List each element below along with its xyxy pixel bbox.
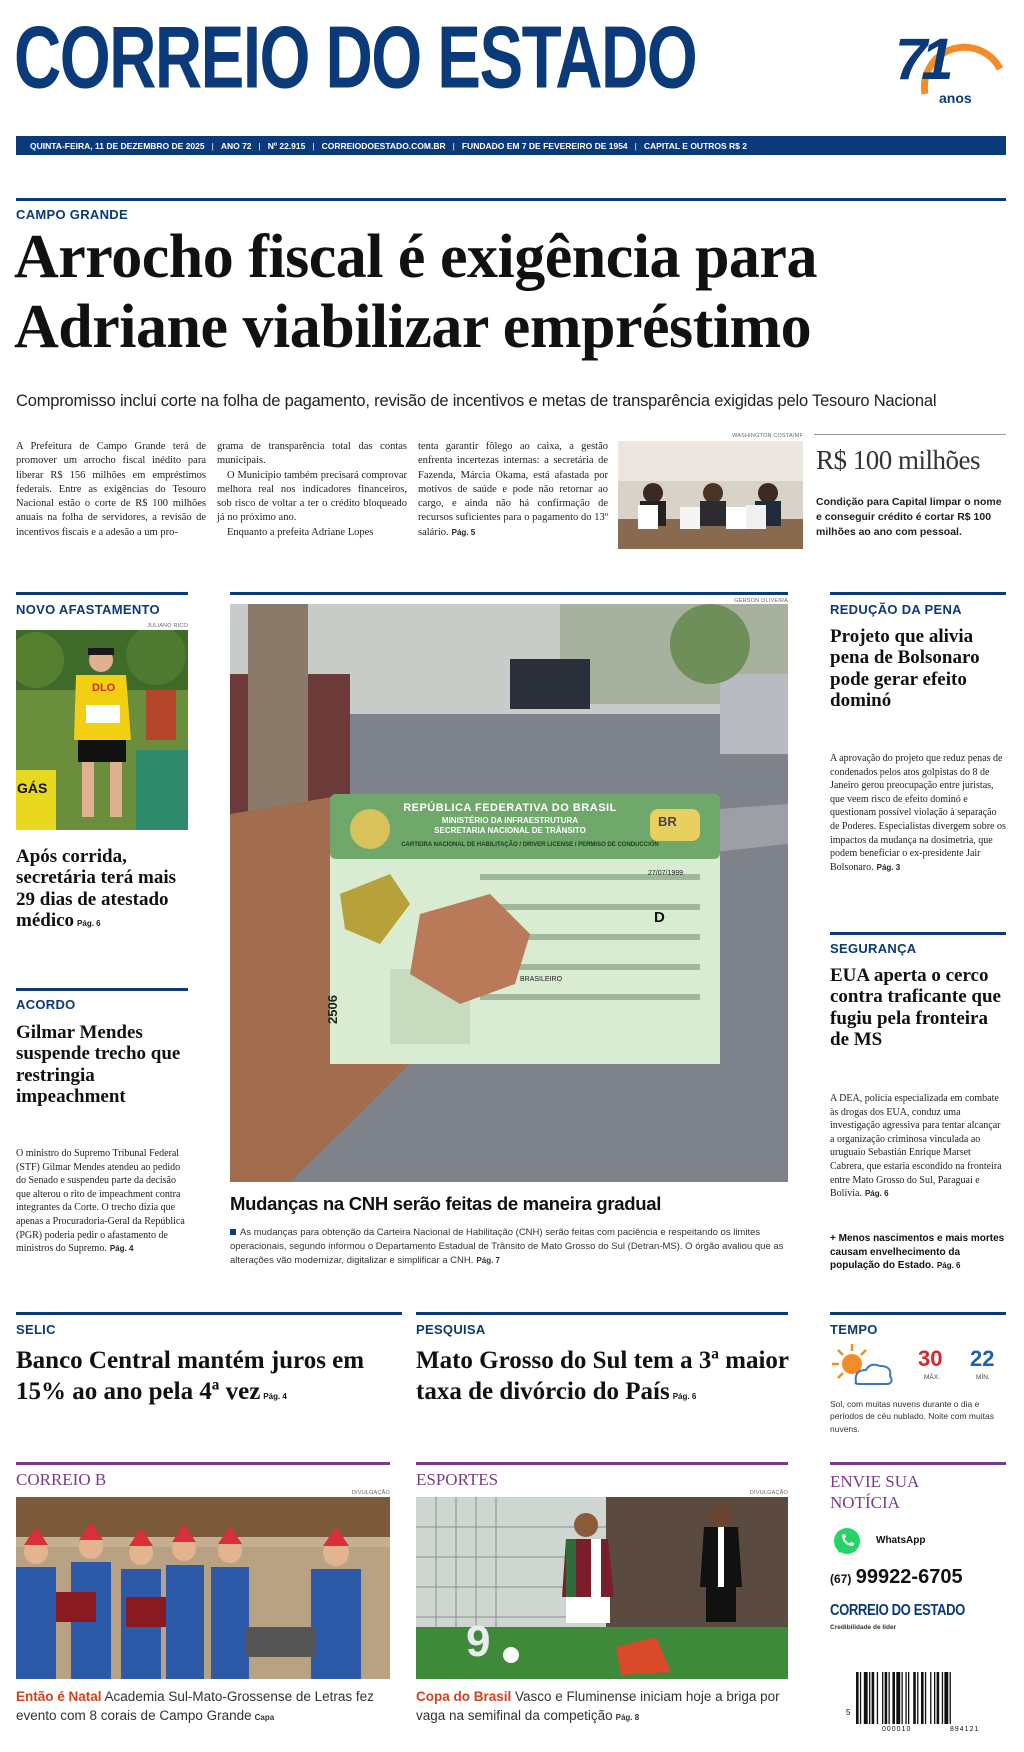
barcode-bar (864, 1672, 868, 1724)
cnh-card-country: BRASILEIRO (520, 976, 563, 983)
contact-brand: CORREIO DO ESTADO (830, 1602, 965, 1619)
right1-body-text: A aprovação do projeto que reduz penas de condenados pelos atos golpistas do 8 de Janeiro gerou preocupação entre juristas, que veem risco de efeito dominó e questionam possível violação à separação de Poderes. Especialistas divergem sobre os impactos da mudança na dosimetria, que podem beneficiar o ex-presidente Jair Bolsonaro. (830, 753, 1006, 873)
left1-page[interactable]: Pág. 6 (77, 919, 101, 929)
barcode-bar (934, 1672, 935, 1724)
selic-kicker: SELIC (16, 1322, 56, 1337)
barcode-bar (917, 1672, 918, 1724)
lead-col2-c: Enquanto a prefeita Adriane Lopes (227, 526, 374, 538)
square-bullet-icon (230, 1229, 236, 1235)
anniversary-number: 71 (895, 27, 948, 92)
right2-extra[interactable] (830, 1232, 1006, 1273)
center-photo (230, 604, 788, 1182)
barcode (846, 1672, 1006, 1746)
contact-title-line1: ENVIE SUA (830, 1472, 920, 1491)
correio-b-photo (16, 1497, 390, 1679)
barcode-bar (872, 1672, 875, 1724)
left1-rule (16, 592, 188, 595)
correio-b-caption-lead: Então é Natal (16, 1689, 102, 1704)
info-sep: | (452, 140, 455, 151)
weather-max-label: MÁX. (924, 1374, 940, 1381)
lead-stat-text: Condição para Capital limpar o nome e conseguir crédito é cortar R$ 100 milhões ao ano com pessoal. (816, 496, 1002, 539)
lead-headline-line1: Arrocho fiscal é exigência para (14, 223, 817, 291)
contact-phone-number: 99922-6705 (855, 1566, 963, 1588)
barcode-icon (856, 1672, 1004, 1724)
correio-b-caption-text: Academia Sul-Mato-Grossense de Letras fez evento com 8 corais de Campo Grande (16, 1689, 374, 1723)
right1-kicker: REDUÇÃO DA PENA (830, 602, 962, 617)
weather-text: Sol, com muitas nuvens durante o dia e períodos de céu nublado. Noite com muitas nuvens. (830, 1399, 994, 1434)
barcode-bar (908, 1672, 909, 1724)
contact-title[interactable] (830, 1472, 919, 1513)
selic-rule (16, 1312, 402, 1315)
cnh-card-line2: MINISTÉRIO DA INFRAESTRUTURA (441, 816, 579, 825)
esportes-rule (416, 1462, 788, 1465)
barcode-mid: 000010 (882, 1726, 912, 1733)
barcode-bar (944, 1672, 948, 1724)
left2-body (16, 1147, 191, 1256)
right2-rule (830, 932, 1006, 935)
right1-page[interactable]: Pág. 3 (876, 862, 901, 872)
lead-photo (618, 441, 803, 549)
lead-stat-value: R$ 100 milhões (816, 445, 981, 475)
cnh-card-line1: REPÚBLICA FEDERATIVA DO BRASIL (403, 802, 617, 814)
right2-page[interactable]: Pág. 6 (864, 1189, 889, 1199)
barcode-bar (930, 1672, 931, 1724)
contact-title-line2: NOTÍCIA (830, 1492, 900, 1512)
pesquisa-page[interactable]: Pág. 6 (672, 1391, 697, 1401)
lead-headline-line2: Adriane viabilizar empréstimo (14, 293, 812, 361)
barcode-bar (892, 1672, 895, 1724)
correio-b-kicker[interactable]: CORREIO B (16, 1470, 107, 1489)
cnh-card-br: BR (658, 814, 677, 829)
info-sep: | (258, 140, 261, 151)
pesquisa-headline[interactable] (416, 1346, 796, 1407)
correio-b-photo-credit: DIVULGAÇÃO (351, 1490, 390, 1496)
left1-photo-credit: JULIANO RICO (147, 623, 188, 629)
lead-headline[interactable] (14, 222, 1014, 362)
correio-b-page[interactable]: Capa (254, 1712, 275, 1722)
weather-max: 30 (918, 1346, 943, 1371)
whatsapp-label: WhatsApp (876, 1535, 926, 1546)
pesquisa-rule (416, 1312, 788, 1315)
esportes-photo (416, 1497, 788, 1679)
masthead-info-bar (16, 136, 1006, 155)
right2-body (830, 1092, 1006, 1201)
selic-headline[interactable] (16, 1346, 406, 1407)
center-rule (230, 592, 788, 595)
left1-photo-banner: GÁS (17, 780, 48, 796)
esportes-caption[interactable] (416, 1688, 796, 1726)
barcode-bar (921, 1672, 924, 1724)
lead-col3-page[interactable]: Pág. 5 (451, 527, 476, 537)
barcode-bar (950, 1672, 951, 1724)
center-body (230, 1226, 790, 1267)
cnh-card-date: 27/07/1999 (648, 870, 684, 877)
barcode-bar (925, 1672, 926, 1724)
contact-tagline: Credibilidade de líder (830, 1624, 897, 1631)
esportes-photo-jersey-number: 9 (466, 1617, 491, 1666)
cnh-card-line3: SECRETARIA NACIONAL DE TRÂNSITO (434, 826, 586, 835)
masthead-title: CORREIO DO ESTADO (14, 7, 697, 107)
esportes-page[interactable]: Pág. 8 (615, 1712, 640, 1722)
info-edition: Nº 22.915 (267, 140, 306, 151)
info-year: ANO 72 (220, 140, 252, 151)
barcode-right: 894121 (950, 1726, 980, 1733)
barcode-bar (913, 1672, 916, 1724)
lead-col3 (418, 440, 608, 540)
barcode-bar (860, 1672, 861, 1724)
right2-body-text: A DEA, polícia especializada em combate às drogas dos EUA, conduz uma investigação agressiva para tentar alcançar a organização criminosa vinculada ao uruguaio Sebastián Enrique Marset Cabrera, que estaria escondido na fronteira entre Mato Grosso do Sul, Paraguai e Bolívia. (830, 1093, 1002, 1200)
left1-photo (16, 630, 188, 830)
barcode-bar (877, 1672, 878, 1724)
weather-rule (830, 1312, 1006, 1315)
right2-kicker: SEGURANÇA (830, 941, 917, 956)
right1-headline[interactable]: Projeto que alivia pena de Bolsonaro pode gerar efeito dominó (830, 626, 980, 712)
right2-headline[interactable]: EUA aperta o cerco contra traficante que fugiu pela fronteira de MS (830, 965, 1001, 1051)
barcode-bar (885, 1672, 888, 1724)
lead-rule (16, 198, 1006, 201)
pesquisa-headline-text: Mato Grosso do Sul tem a 3ª maior taxa de divórcio do País (416, 1347, 789, 1405)
barcode-bar (937, 1672, 940, 1724)
anniversary-label: anos (939, 90, 972, 106)
correio-b-rule (16, 1462, 390, 1465)
left1-kicker: NOVO AFASTAMENTO (16, 602, 160, 617)
cnh-card-number: 2506 (325, 995, 340, 1024)
contact-phone[interactable] (830, 1566, 963, 1589)
left2-headline[interactable]: Gilmar Mendes suspende trecho que restringia impeachment (16, 1022, 181, 1108)
weather-min-label: MÍN. (976, 1374, 990, 1381)
weather-kicker: TEMPO (830, 1322, 878, 1337)
left2-body-text: O ministro do Supremo Tribunal Federal (STF) Gilmar Mendes atendeu ao pedido do Senado e suspendeu parte da decisão que alterou o rito de impeachment contra integrantes da Corte. O trecho dizia que apenas a Procuradoria-Geral da República (PGR) poderia pedir o afastamento de ministros do Supremo. (16, 1148, 185, 1255)
lead-col3-text: tenta garantir fôlego ao caixa, a gestão enfrenta incertezas internas: a secretária de Fazenda, Márcia Okama, está afastada por motivos de saúde e pode não retornar ao cargo, e ainda não há confirmação de recursos suficientes para o pagamento do 13º salário. (418, 441, 608, 538)
center-body-text: As mudanças para obtenção da Carteira Nacional de Habilitação (CNH) serão feitas com paciência e respeitando os limites operacionais, segundo informou o Departamento Estadual de Trânsito de Mato Grosso do Sul (Detran-MS). O órgão avaliou que as alterações vão modernizar, digitalizar e simplificar a CNH. (230, 1227, 784, 1266)
center-photo-credit: GERSON OLIVEIRA (734, 598, 788, 604)
sun-cloud-icon (830, 1342, 896, 1388)
weather-min: 22 (970, 1346, 995, 1371)
esportes-caption-text: Vasco e Fluminense iniciam hoje a briga por vaga na semifinal da competição (416, 1689, 780, 1723)
barcode-bar (942, 1672, 943, 1724)
correio-b-caption[interactable] (16, 1688, 396, 1726)
right1-rule (830, 592, 1006, 595)
right2-extra-page[interactable]: Pág. 6 (936, 1261, 961, 1270)
whatsapp-icon[interactable] (832, 1526, 862, 1556)
lead-stat-box (814, 434, 1006, 552)
info-date: QUINTA-FEIRA, 11 DE DEZEMBRO DE 2025 (30, 140, 205, 151)
center-headline[interactable]: Mudanças na CNH serão feitas de maneira gradual (230, 1193, 662, 1214)
info-sep: | (211, 140, 214, 151)
center-page[interactable]: Pág. 7 (476, 1255, 500, 1265)
lead-col2-b: O Município também precisará comprovar melhora real nos indicadores financeiros, sob risco de voltar a ter o crédito bloqueado já no próximo ano. (217, 469, 407, 524)
masthead (0, 0, 1024, 160)
barcode-left: 5 (846, 1708, 851, 1717)
info-price: CAPITAL E OUTROS R$ 2 (643, 140, 747, 151)
barcode-bar (902, 1672, 903, 1724)
info-website[interactable]: CORREIODOESTADO.COM.BR (321, 140, 446, 151)
barcode-bar (896, 1672, 900, 1724)
barcode-bar (905, 1672, 906, 1724)
lead-col2 (217, 440, 407, 540)
contact-phone-prefix: (67) (830, 1572, 852, 1586)
esportes-kicker[interactable]: ESPORTES (416, 1470, 499, 1489)
esportes-photo-credit: DIVULGAÇÃO (749, 1490, 788, 1496)
left2-kicker: ACORDO (16, 997, 76, 1012)
info-sep: | (634, 140, 637, 151)
left1-photo-bib: DLO (92, 682, 116, 694)
left2-rule (16, 988, 188, 991)
anniversary-logo (895, 18, 1010, 118)
pesquisa-kicker: PESQUISA (416, 1322, 486, 1337)
barcode-bar (869, 1672, 870, 1724)
barcode-bar (882, 1672, 883, 1724)
esportes-caption-lead: Copa do Brasil (416, 1689, 512, 1704)
cnh-card-line4: CARTEIRA NACIONAL DE HABILITAÇÃO / DRIVER LICENSE / PERMISO DE CONDUCCIÓN (401, 842, 659, 848)
lead-kicker: CAMPO GRANDE (16, 207, 128, 222)
lead-col2-a: grama de transparência total das contas municipais. (217, 441, 407, 467)
left2-page[interactable]: Pág. 4 (109, 1244, 134, 1254)
lead-col1: A Prefeitura de Campo Grande terá de promover um arrocho fiscal inédito para liberar R$ 156 milhões em empréstimos federais. Entre as exigências do Tesouro Nacional estão o corte de R$ 100 milhões anuais na folha de servidores, a revisão de incentivos fiscais e a adesão a um pro- (16, 441, 206, 538)
barcode-bar (856, 1672, 859, 1724)
selic-page[interactable]: Pág. 4 (263, 1391, 287, 1401)
info-founded: FUNDADO EM 7 DE FEVEREIRO DE 1954 (461, 140, 628, 151)
info-sep: | (312, 140, 315, 151)
left1-headline[interactable] (16, 846, 191, 932)
cnh-card-category: D (654, 909, 665, 926)
left1-headline-text: Após corrida, secretária terá mais 29 dias de atestado médico (16, 846, 177, 932)
contact-rule (830, 1462, 1006, 1465)
barcode-bar (889, 1672, 890, 1724)
right1-body (830, 752, 1006, 874)
lead-subhead: Compromisso inclui corte na folha de pagamento, revisão de incentivos e metas de transparência exigidas pelo Tesouro Nacional (16, 392, 937, 410)
selic-headline-text: Banco Central mantém juros em 15% ao ano pela 4ª vez (16, 1347, 365, 1405)
right2-extra-text: + Menos nascimentos e mais mortes causam envelhecimento da população do Estado. (830, 1233, 1005, 1271)
lead-photo-credit: WASHINGTON COSTA/MF (732, 433, 803, 439)
